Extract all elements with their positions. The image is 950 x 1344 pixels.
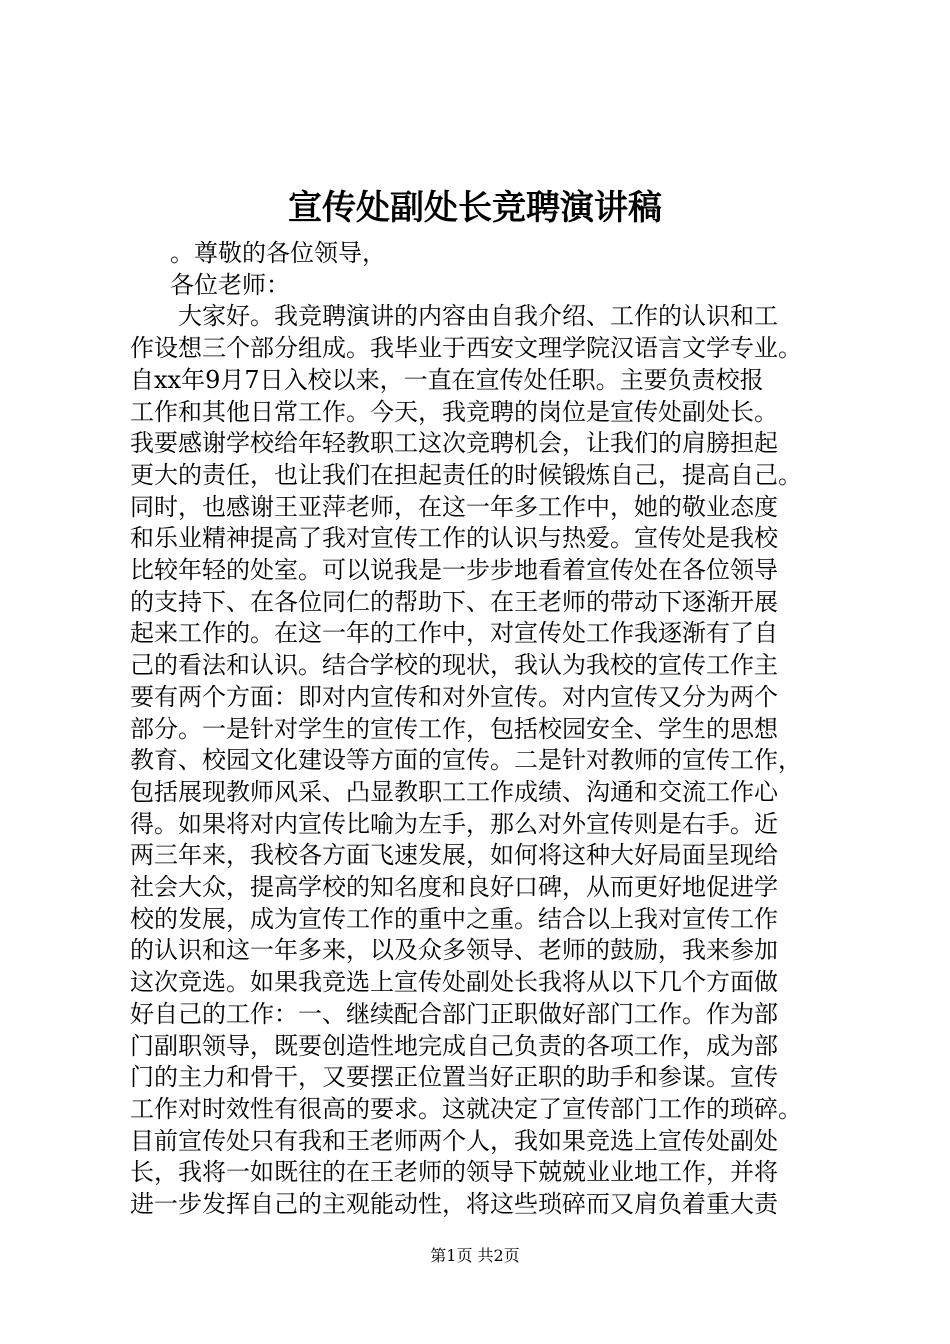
body-line: 大家好。我竞聘演讲的内容由自我介绍、工作的认识和工 [178,302,778,331]
body-line: 工作对时效性有很高的要求。这就决定了宣传部门工作的琐碎。 [130,1094,802,1123]
document-title: 宣传处副处长竞聘演讲稿 [288,188,662,228]
body-line: 的认识和这一年多来，以及众多领导、老师的鼓励，我来参加 [130,936,778,965]
page-footer: 第1页 共2页 [430,1246,520,1265]
body-line: 更大的责任，也让我们在担起责任的时候锻炼自己，提高自己。 [130,460,802,489]
body-line: 的支持下、在各位同仁的帮助下、在王老师的带动下逐渐开展 [130,587,778,616]
body-line: 教育、校园文化建设等方面的宣传。二是针对教师的宣传工作， [130,746,802,775]
body-line: 门副职领导，既要创造性地完成自己负责的各项工作，成为部 [130,1031,778,1060]
body-line: 我要感谢学校给年轻教职工这次竞聘机会，让我们的肩膀担起 [130,429,778,458]
body-line: 这次竞选。如果我竞选上宣传处副处长我将从以下几个方面做 [130,968,778,997]
body-line: 好自己的工作：一、继续配合部门正职做好部门工作。作为部 [130,999,778,1028]
document-body [130,238,850,1221]
body-line: 进一步发挥自己的主观能动性，将这些琐碎而又肩负着重大责 [130,1190,778,1219]
body-line: 工作和其他日常工作。今天，我竞聘的岗位是宣传处副处长。 [130,397,778,426]
body-line: 包括展现教师风采、凸显教职工工作成绩、沟通和交流工作心 [130,777,778,806]
body-line: 得。如果将对内宣传比喻为左手，那么对外宣传则是右手。近 [130,809,778,838]
body-line: 起来工作的。在这一年的工作中，对宣传处工作我逐渐有了自 [130,619,778,648]
body-line: 长，我将一如既往的在王老师的领导下兢兢业业地工作，并将 [130,1158,778,1187]
body-line: 门的主力和骨干，又要摆正位置当好正职的助手和参谋。宣传 [130,1063,778,1092]
body-line: 同时，也感谢王亚萍老师，在这一年多工作中，她的敬业态度 [130,492,778,521]
body-line: 两三年来，我校各方面飞速发展，如何将这种大好局面呈现给 [130,841,778,870]
body-line: 作设想三个部分组成。我毕业于西安文理学院汉语言文学专业。 [130,334,802,363]
body-line: 和乐业精神提高了我对宣传工作的认识与热爱。宣传处是我校 [130,524,778,553]
body-line: 比较年轻的处室。可以说我是一步步地看着宣传处在各位领导 [130,556,778,585]
body-line: 自xx年9月7日入校以来，一直在宣传处任职。主要负责校报 [130,365,764,394]
salutation-line: 。尊敬的各位领导， [170,239,386,267]
body-line: 社会大众，提高学校的知名度和良好口碑，从而更好地促进学 [130,873,778,902]
body-line: 校的发展，成为宣传工作的重中之重。结合以上我对宣传工作 [130,904,778,933]
salutation-line: 各位老师： [170,270,290,299]
body-line: 要有两个方面：即对内宣传和对外宣传。对内宣传又分为两个 [130,682,778,711]
body-line: 部分。一是针对学生的宣传工作，包括校园安全、学生的思想 [130,714,778,743]
body-line: 己的看法和认识。结合学校的现状，我认为我校的宣传工作主 [130,651,778,680]
body-line: 目前宣传处只有我和王老师两个人，我如果竞选上宣传处副处 [130,1126,778,1155]
